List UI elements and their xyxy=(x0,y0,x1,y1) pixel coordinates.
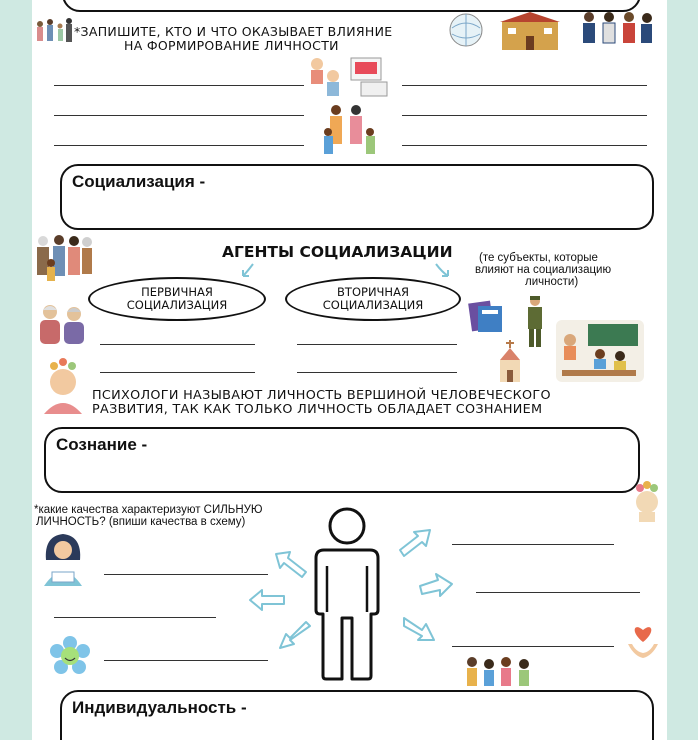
arrow-lower-right-icon xyxy=(400,610,440,644)
students-icon xyxy=(577,8,657,52)
grandparents-icon xyxy=(34,302,92,346)
secondary-label-1: ВТОРИЧНАЯ xyxy=(337,285,409,299)
arrow-left-icon xyxy=(248,588,288,612)
qualities-question-1: *какие качества характеризуют СИЛЬНУЮ xyxy=(34,504,263,516)
answer-line[interactable] xyxy=(402,145,647,146)
media-people-icon xyxy=(307,52,397,100)
answer-line[interactable] xyxy=(54,145,304,146)
globe-icon xyxy=(444,10,492,50)
qualities-question-2: ЛИЧНОСТЬ? (впиши качества в схему) xyxy=(36,516,246,528)
worksheet-page xyxy=(32,0,667,740)
task-title xyxy=(74,25,434,53)
answer-line[interactable] xyxy=(54,115,304,116)
family-group-icon xyxy=(32,10,77,60)
school-building-icon xyxy=(500,10,562,52)
quality-answer-line[interactable] xyxy=(452,544,614,545)
agents-note xyxy=(475,252,645,288)
answer-line[interactable] xyxy=(54,85,304,86)
secondary-socialization-oval xyxy=(285,277,461,321)
psych-line-1: ПСИХОЛОГИ НАЗЫВАЮТ ЛИЧНОСТЬ ВЕРШИНОЙ ЧЕЛОВЕЧЕСКОГО xyxy=(92,388,551,403)
classroom-icon xyxy=(554,318,646,384)
woman-reading-icon xyxy=(36,530,90,588)
qualities-question xyxy=(34,504,324,528)
psych-line-2: РАЗВИТИЯ, ТАК КАК ТОЛЬКО ЛИЧНОСТЬ ОБЛАДАЕТ СОЗНАНИЕМ xyxy=(92,402,543,417)
arrow-lower-left-icon xyxy=(276,618,312,652)
individuality-label: Индивидуальность - xyxy=(72,698,247,717)
socialization-box[interactable] xyxy=(60,164,654,230)
answer-line[interactable] xyxy=(402,115,647,116)
heart-hands-icon xyxy=(626,622,660,662)
extended-family-icon xyxy=(34,233,94,285)
thinking-head-icon xyxy=(40,356,86,414)
secondary-answer-line[interactable] xyxy=(297,372,457,373)
arrow-down-right-icon xyxy=(434,262,454,282)
arrow-down-left-icon xyxy=(237,262,257,282)
church-icon xyxy=(494,340,526,384)
primary-answer-line[interactable] xyxy=(100,344,255,345)
arrow-upper-right-icon xyxy=(396,526,436,560)
agents-note-2: влияют на социализацию xyxy=(475,264,612,276)
primary-label-1: ПЕРВИЧНАЯ xyxy=(141,285,213,299)
task-line-1: *ЗАПИШИТЕ, КТО И ЧТО ОКАЗЫВАЕТ ВЛИЯНИЕ xyxy=(74,24,393,39)
arrow-upper-left-icon xyxy=(274,548,310,580)
consciousness-label: Сознание - xyxy=(56,435,148,454)
consciousness-box[interactable] xyxy=(44,427,640,493)
agents-note-1: (те субъекты, которые xyxy=(479,252,598,264)
psychologists-statement xyxy=(92,389,662,417)
quality-answer-line[interactable] xyxy=(104,574,268,575)
arrow-right-icon xyxy=(416,572,456,598)
smiling-flower-icon xyxy=(50,636,90,676)
primary-answer-line[interactable] xyxy=(100,372,255,373)
flower-head-icon xyxy=(630,478,664,524)
quality-answer-line[interactable] xyxy=(54,617,216,618)
primary-socialization-oval xyxy=(88,277,266,321)
agents-title: АГЕНТЫ СОЦИАЛИЗАЦИИ xyxy=(222,243,453,261)
person-outline-figure xyxy=(306,506,388,682)
task-line-2: НА ФОРМИРОВАНИЕ ЛИЧНОСТИ xyxy=(124,38,339,53)
parents-children-icon xyxy=(322,102,382,158)
answer-line[interactable] xyxy=(402,85,647,86)
socialization-label: Социализация - xyxy=(72,172,206,191)
quality-answer-line[interactable] xyxy=(104,660,268,661)
cheering-people-icon xyxy=(462,654,538,688)
books-icon xyxy=(468,296,508,336)
primary-label-2: СОЦИАЛИЗАЦИЯ xyxy=(126,298,228,312)
quality-answer-line[interactable] xyxy=(476,592,640,593)
secondary-answer-line[interactable] xyxy=(297,344,457,345)
individuality-box[interactable] xyxy=(60,690,654,740)
agents-note-3: личности) xyxy=(525,276,579,288)
secondary-label-2: СОЦИАЛИЗАЦИЯ xyxy=(322,298,424,312)
quality-answer-line[interactable] xyxy=(452,646,614,647)
